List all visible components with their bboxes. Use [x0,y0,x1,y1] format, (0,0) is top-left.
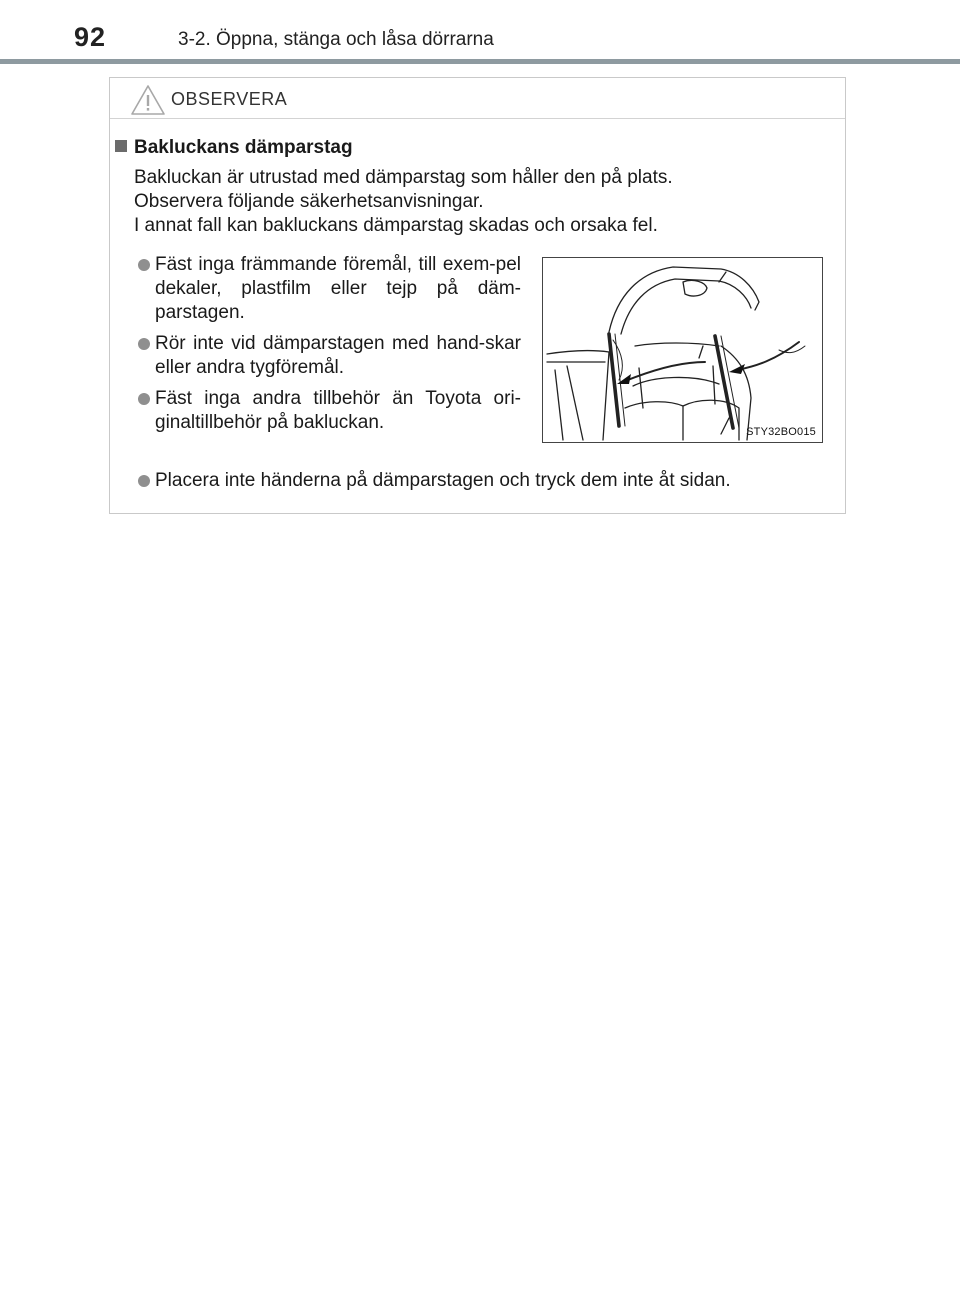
caution-header [110,78,845,119]
section-title: 3-2. Öppna, stänga och låsa dörrarna [178,29,494,50]
intro-line: Bakluckan är utrustad med dämparstag som håller den på plats. [134,167,673,188]
intro-line: Observera följande säkerhetsanvisningar. [134,191,484,212]
intro-line: I annat fall kan bakluckans dämparstag skadas och orsaka fel. [134,215,658,236]
illustration-code: STY32BO015 [746,426,816,438]
page-number: 92 [74,22,107,52]
bullet-text: Rör inte vid dämparstagen med hand-skar eller andra tygföremål. [155,333,521,378]
intro-text [134,166,814,238]
caution-box [109,77,846,514]
bullet-text: Fäst inga främmande föremål, till exem-pel dekaler, plastfilm eller tejp på däm-parstagen. [155,254,521,323]
bullet-item [138,253,521,325]
bullet-text: Fäst inga andra tillbehör än Toyota ori-ginaltillbehör på bakluckan. [155,388,521,433]
header-rule [0,59,960,64]
bullet-item [138,387,521,435]
warning-triangle-icon [130,84,166,116]
illustration [542,257,823,443]
circle-bullet-icon [138,393,150,405]
circle-bullet-icon [138,338,150,350]
circle-bullet-icon [138,259,150,271]
square-bullet-icon [115,140,127,152]
caution-label: OBSERVERA [171,89,288,109]
bullet-item [138,332,521,380]
sub-heading-text: Bakluckans dämparstag [134,137,353,158]
bullet-text: Placera inte händerna på dämparstagen och tryck dem inte åt sidan. [155,470,731,491]
bottom-bullet [138,469,838,493]
bullet-list [138,253,521,442]
sub-heading [115,137,353,159]
back-door-damper-illustration [543,258,822,442]
circle-bullet-icon [138,475,150,487]
